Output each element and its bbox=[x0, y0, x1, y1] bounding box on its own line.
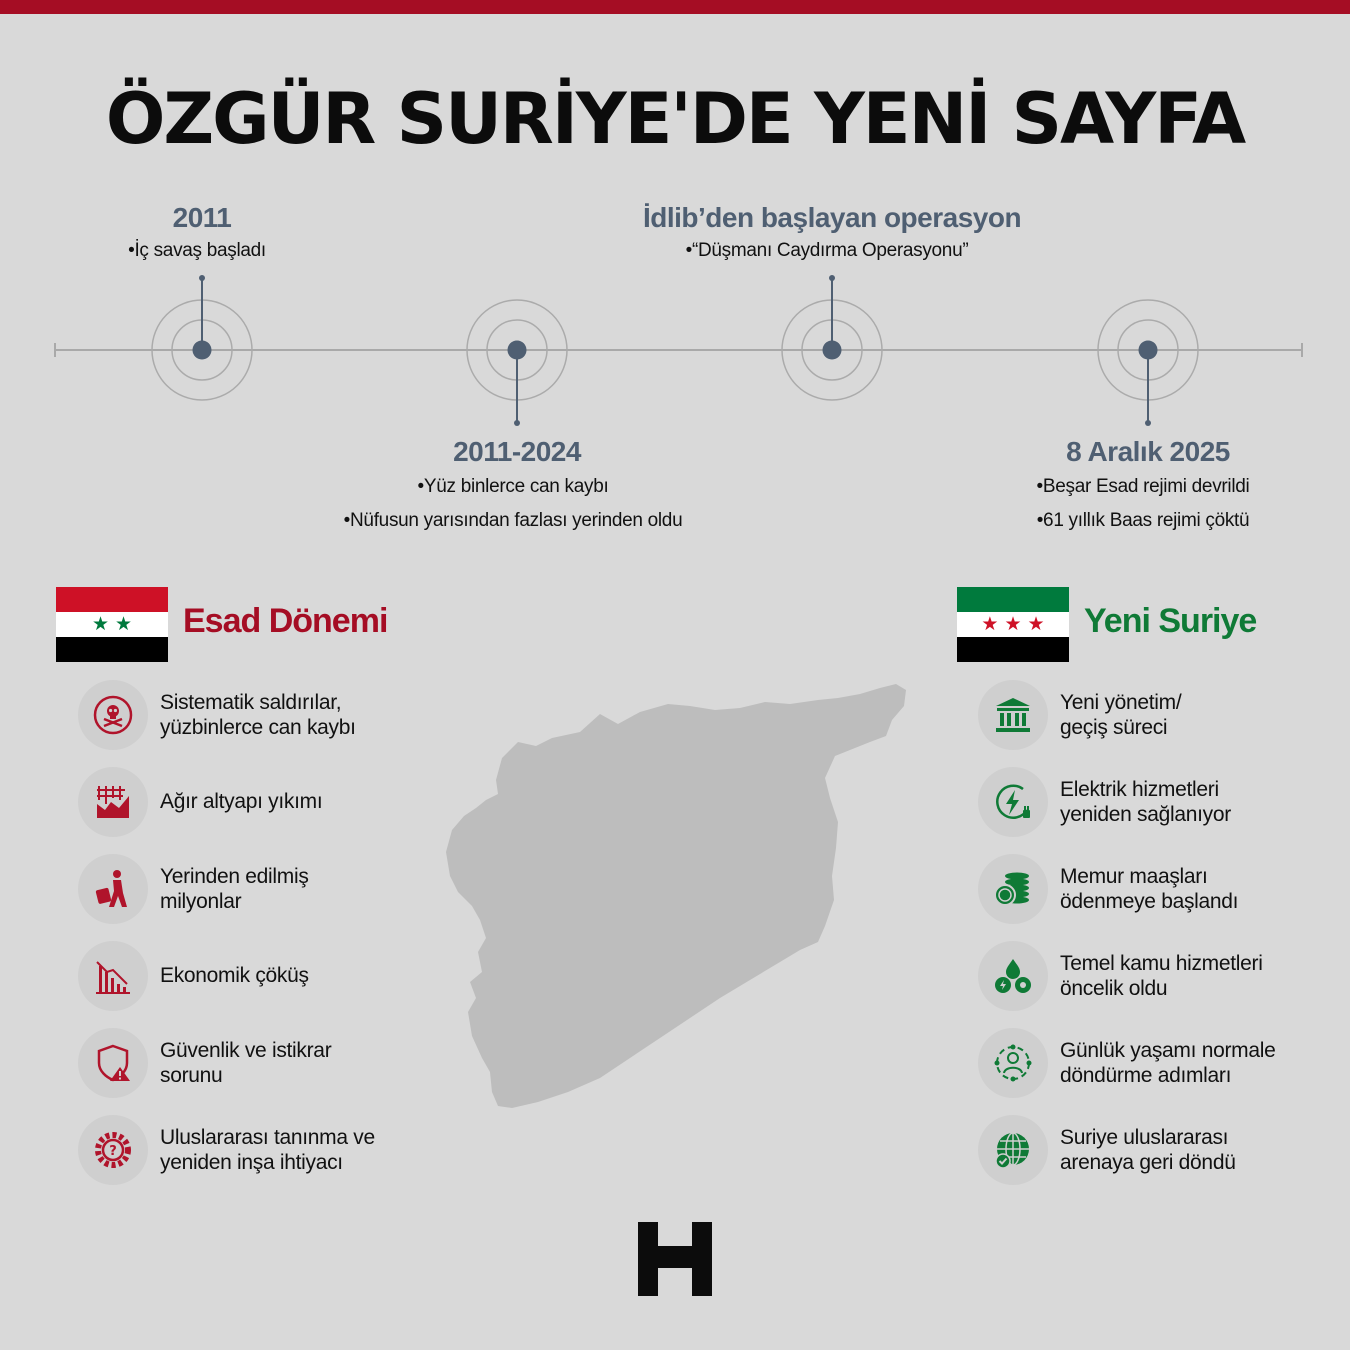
timeline-node bbox=[467, 300, 567, 426]
public-services-icon bbox=[978, 941, 1048, 1011]
item-text-line: Elektrik hizmetleri bbox=[1060, 778, 1219, 801]
new_syria-item-text bbox=[1060, 951, 1320, 1001]
assad-era-flag bbox=[56, 587, 168, 662]
assad-item-text bbox=[160, 789, 420, 814]
item-text-line: yeniden sağlanıyor bbox=[1060, 803, 1231, 826]
timeline-bullet: •“Düşmanı Caydırma Operasyonu” bbox=[685, 240, 969, 261]
new-syria-flag bbox=[957, 587, 1069, 662]
assad-item-text bbox=[160, 1125, 420, 1175]
destroyed-building-icon bbox=[78, 767, 148, 837]
timeline-node bbox=[782, 275, 882, 400]
assad-item-text bbox=[160, 690, 420, 740]
h-logo-icon bbox=[634, 1218, 716, 1300]
globe-check-icon bbox=[978, 1115, 1048, 1185]
timeline-heading-2011-2024: 2011-2024 bbox=[453, 436, 581, 467]
flag-band-bottom bbox=[957, 637, 1069, 662]
skull-crossbones-icon bbox=[78, 680, 148, 750]
flag-band-top bbox=[957, 587, 1069, 612]
item-text-line: Yerinden edilmiş bbox=[160, 865, 309, 888]
timeline bbox=[0, 190, 1350, 550]
new_syria-item-text bbox=[1060, 864, 1320, 914]
daily-life-cycle-icon bbox=[978, 1028, 1048, 1098]
government-building-icon bbox=[978, 680, 1048, 750]
item-text-line: geçiş süreci bbox=[1060, 716, 1168, 739]
assad-item bbox=[78, 767, 418, 837]
item-text-line: sorunu bbox=[160, 1064, 223, 1087]
flag-band-middle bbox=[957, 612, 1069, 637]
new_syria-item bbox=[978, 854, 1318, 924]
timeline-bullet: •Beşar Esad rejimi devrildi bbox=[1036, 476, 1250, 497]
timeline-bullet: •Nüfusun yarısından fazlası yerinden oldu bbox=[343, 510, 683, 531]
item-text-line: Günlük yaşamı normale bbox=[1060, 1039, 1276, 1062]
assad-item-text bbox=[160, 963, 420, 988]
assad-item bbox=[78, 854, 418, 924]
timeline-heading-8-aralik: 8 Aralık 2025 bbox=[1066, 436, 1230, 467]
timeline-node bbox=[152, 275, 252, 400]
flag-stars: ★ ★ bbox=[91, 613, 133, 635]
new_syria-item bbox=[978, 767, 1318, 837]
assad-item bbox=[78, 680, 418, 750]
syria-map-silhouette bbox=[440, 680, 920, 1110]
assad-item bbox=[78, 1115, 418, 1185]
flag-band-top bbox=[56, 587, 168, 612]
assad-item-text bbox=[160, 864, 420, 914]
item-text-line: Yeni yönetim/ bbox=[1060, 691, 1182, 714]
top-accent-bar bbox=[0, 0, 1350, 14]
flag-band-middle bbox=[56, 612, 168, 637]
item-text-line: Memur maaşları bbox=[1060, 865, 1208, 888]
page-title: ÖZGÜR SURİYE'DE YENİ SAYFA bbox=[105, 78, 1245, 160]
electricity-plug-icon bbox=[978, 767, 1048, 837]
item-text-line: yeniden inşa ihtiyacı bbox=[160, 1151, 343, 1174]
declining-chart-icon bbox=[78, 941, 148, 1011]
flag-band-bottom bbox=[56, 637, 168, 662]
globe-gear-question-icon bbox=[78, 1115, 148, 1185]
new_syria-item-text bbox=[1060, 1125, 1320, 1175]
walking-person-luggage-icon bbox=[78, 854, 148, 924]
item-text-line: öncelik oldu bbox=[1060, 977, 1168, 1000]
item-text-line: Uluslararası tanınma ve bbox=[160, 1126, 375, 1149]
item-text-line: yüzbinlerce can kaybı bbox=[160, 716, 356, 739]
new_syria-item bbox=[978, 1115, 1318, 1185]
item-text-line: arenaya geri döndü bbox=[1060, 1151, 1236, 1174]
item-text-line: milyonlar bbox=[160, 890, 242, 913]
new_syria-item bbox=[978, 1028, 1318, 1098]
item-text-line: Güvenlik ve istikrar bbox=[160, 1039, 332, 1062]
new_syria-item bbox=[978, 680, 1318, 750]
timeline-heading-idlib: İdlib’den başlayan operasyon bbox=[642, 202, 1022, 233]
item-text-line: Temel kamu hizmetleri bbox=[1060, 952, 1263, 975]
assad-item bbox=[78, 941, 418, 1011]
coins-stack-icon bbox=[978, 854, 1048, 924]
item-text-line: Ekonomik çöküş bbox=[160, 964, 309, 987]
new-syria-section-title: Yeni Suriye bbox=[1084, 602, 1257, 640]
item-text-line: Ağır altyapı yıkımı bbox=[160, 790, 323, 813]
new_syria-item-text bbox=[1060, 690, 1320, 740]
new_syria-item-text bbox=[1060, 1038, 1320, 1088]
assad-item bbox=[78, 1028, 418, 1098]
shield-warning-icon bbox=[78, 1028, 148, 1098]
new_syria-item bbox=[978, 941, 1318, 1011]
flag-stars: ★ ★ ★ bbox=[981, 613, 1045, 635]
assad-section-title: Esad Dönemi bbox=[183, 602, 388, 640]
new_syria-item-text bbox=[1060, 777, 1320, 827]
assad-item-text bbox=[160, 1038, 420, 1088]
item-text-line: döndürme adımları bbox=[1060, 1064, 1232, 1087]
svg-text:?: ? bbox=[109, 1144, 117, 1159]
timeline-bullet: •İç savaş başladı bbox=[128, 240, 266, 261]
timeline-heading-2011: 2011 bbox=[172, 202, 232, 233]
item-text-line: Suriye uluslararası bbox=[1060, 1126, 1229, 1149]
item-text-line: Sistematik saldırılar, bbox=[160, 691, 342, 714]
timeline-bullet: •Yüz binlerce can kaybı bbox=[417, 476, 609, 497]
timeline-node bbox=[1098, 300, 1198, 426]
item-text-line: ödenmeye başlandı bbox=[1060, 890, 1239, 913]
timeline-bullet: •61 yıllık Baas rejimi çöktü bbox=[1036, 510, 1250, 531]
